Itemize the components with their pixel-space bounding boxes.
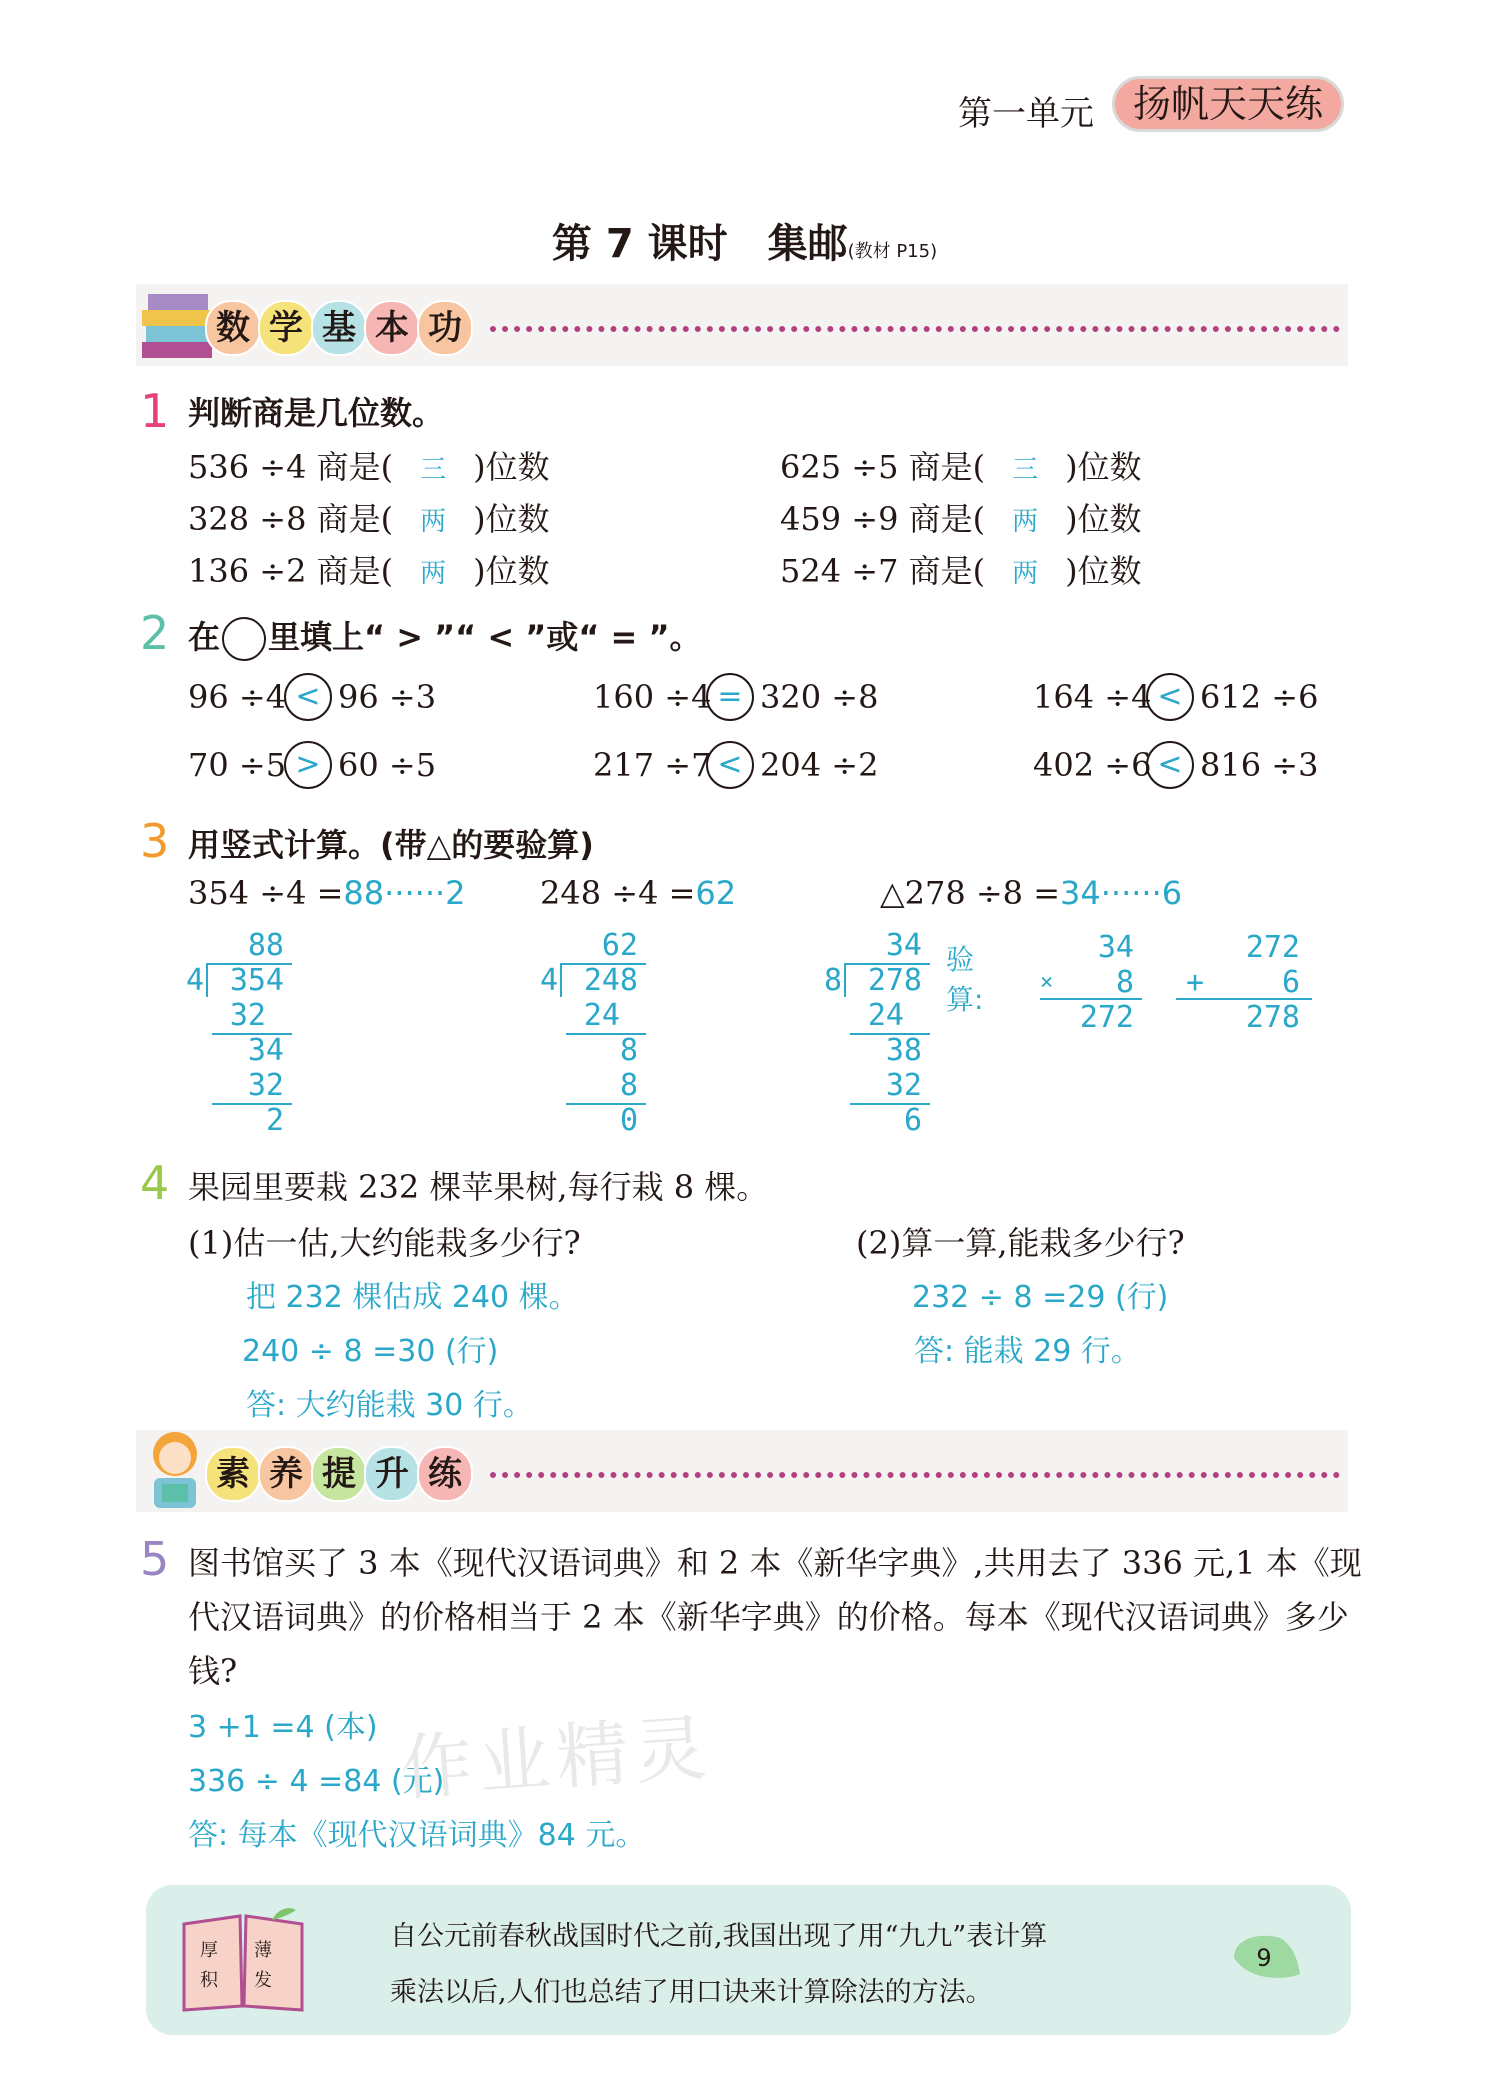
q3-problem bbox=[188, 874, 466, 912]
subtrahend: 8 bbox=[619, 1068, 638, 1103]
compare-circle[interactable]: < bbox=[284, 673, 332, 721]
quotient: 34 bbox=[885, 928, 922, 963]
rule-line bbox=[850, 1103, 930, 1105]
subtrahend: 32 bbox=[247, 1068, 284, 1103]
division-bracket bbox=[206, 963, 208, 997]
q1-expr: 136 ÷2 商是( bbox=[188, 552, 394, 590]
q4-answer-line: 把 232 棵估成 240 棵。 bbox=[246, 1280, 579, 1315]
page-number: 9 bbox=[1256, 1944, 1272, 1972]
q1-answer: 三 bbox=[420, 455, 447, 485]
dividend: 248 bbox=[583, 963, 638, 998]
q2-left: 402 ÷6 bbox=[1033, 746, 1152, 784]
q2-left: 70 ÷5 bbox=[188, 746, 287, 784]
q1-answer: 两 bbox=[1012, 507, 1039, 537]
q3-expr: △278 ÷8 = bbox=[880, 874, 1061, 912]
q2-left: 164 ÷4 bbox=[1033, 678, 1152, 716]
division-bar bbox=[208, 963, 292, 965]
girl-reading-icon bbox=[140, 1424, 210, 1514]
long-division bbox=[824, 928, 944, 1148]
q1-expr: 459 ÷9 商是( bbox=[780, 500, 986, 538]
q1-item bbox=[780, 494, 1142, 540]
rule-line bbox=[1040, 998, 1142, 1000]
division-bar bbox=[846, 963, 930, 965]
q2-right: 320 ÷8 bbox=[760, 678, 879, 716]
tip-book-char: 发 bbox=[254, 1970, 272, 1991]
check-operand: 34 bbox=[1097, 930, 1134, 965]
q3-expr: 354 ÷4 = bbox=[188, 874, 344, 912]
q5-line: 代汉语词典》的价格相当于 2 本《新华字典》的价格。每本《现代汉语词典》多少 bbox=[188, 1598, 1349, 1636]
section1-char: 学 bbox=[258, 300, 314, 356]
q4-title: 果园里要栽 232 棵苹果树,每行栽 8 棵。 bbox=[188, 1168, 769, 1206]
tip-book-char: 薄 bbox=[254, 1940, 272, 1961]
lesson-title bbox=[0, 212, 1489, 269]
q3-problem bbox=[540, 874, 736, 912]
divisor: 4 bbox=[186, 963, 205, 998]
quotient: 62 bbox=[601, 928, 638, 963]
q2-left: 217 ÷7 bbox=[593, 746, 712, 784]
q4-sub2: (2)算一算,能栽多少行? bbox=[856, 1224, 1185, 1262]
q2-title-b: 里填上“ > ”“ < ”或“ = ”。 bbox=[268, 618, 702, 656]
open-book-icon bbox=[178, 1906, 308, 2018]
q4-answer-line: 答: 大约能栽 30 行。 bbox=[246, 1388, 533, 1423]
q1-item bbox=[780, 546, 1142, 592]
section2-char: 练 bbox=[417, 1446, 473, 1502]
q2-title-a: 在 bbox=[188, 618, 221, 656]
tip-box bbox=[146, 1885, 1351, 2035]
check-label: 验算: bbox=[946, 943, 984, 1016]
q1-tail: )位数 bbox=[1065, 448, 1142, 486]
q5-answer-line: 336 ÷ 4 =84 (元) bbox=[188, 1764, 445, 1799]
check-operand: 8 bbox=[1115, 965, 1134, 1000]
q2-right: 612 ÷6 bbox=[1200, 678, 1319, 716]
q4-answer-line: 答: 能栽 29 行。 bbox=[914, 1334, 1141, 1369]
q1-tail: )位数 bbox=[1065, 552, 1142, 590]
q2-right: 60 ÷5 bbox=[338, 746, 437, 784]
q1-item bbox=[188, 442, 550, 488]
q4-sub1: (1)估一估,大约能栽多少行? bbox=[188, 1224, 581, 1262]
watermark: 作业精灵 bbox=[397, 1705, 715, 1811]
subtrahend: 24 bbox=[867, 998, 904, 1033]
remainder-step: 34 bbox=[247, 1033, 284, 1068]
q4-answer-line: 240 ÷ 8 =30 (行) bbox=[242, 1334, 499, 1369]
subtrahend: 32 bbox=[885, 1068, 922, 1103]
blank-circle-icon bbox=[222, 617, 266, 661]
divisor: 4 bbox=[540, 963, 559, 998]
remainder-step: 8 bbox=[619, 1033, 638, 1068]
q1-tail: )位数 bbox=[473, 500, 550, 538]
section2-char: 升 bbox=[364, 1446, 420, 1502]
q1-tail: )位数 bbox=[473, 448, 550, 486]
q5-answer-line: 3 +1 =4 (本) bbox=[188, 1710, 378, 1745]
q1-item bbox=[780, 442, 1142, 488]
q1-expr: 625 ÷5 商是( bbox=[780, 448, 986, 486]
check-result: 272 bbox=[1079, 1000, 1134, 1035]
q2-title bbox=[188, 612, 702, 661]
q5-answer-line: 答: 每本《现代汉语词典》84 元。 bbox=[188, 1818, 646, 1853]
q1-title: 判断商是几位数。 bbox=[188, 394, 445, 432]
q4-answer-line: 232 ÷ 8 =29 (行) bbox=[912, 1280, 1169, 1315]
tip-text: 乘法以后,人们也总结了用口诀来计算除法的方法。 bbox=[390, 1977, 993, 2008]
dividend: 278 bbox=[867, 963, 922, 998]
division-bracket bbox=[844, 963, 846, 997]
check-addition bbox=[1176, 930, 1312, 1040]
long-division bbox=[540, 928, 660, 1148]
q1-expr: 536 ÷4 商是( bbox=[188, 448, 394, 486]
section1-char: 数 bbox=[205, 300, 261, 356]
q2-right: 96 ÷3 bbox=[338, 678, 437, 716]
compare-circle[interactable]: = bbox=[706, 673, 754, 721]
q5-line: 图书馆买了 3 本《现代汉语词典》和 2 本《新华字典》,共用去了 336 元,1 本《现 bbox=[188, 1544, 1362, 1582]
quotient: 88 bbox=[247, 928, 284, 963]
tip-text: 自公元前春秋战国时代之前,我国出现了用“九九”表计算 bbox=[390, 1921, 1048, 1952]
q3-answer: 34······6 bbox=[1060, 874, 1183, 912]
section1-char: 基 bbox=[311, 300, 367, 356]
q1-item bbox=[188, 546, 550, 592]
dividend: 354 bbox=[229, 963, 284, 998]
q1-item bbox=[188, 494, 550, 540]
check-multiplication bbox=[1040, 930, 1140, 1040]
division-bar bbox=[562, 963, 646, 965]
check-operator: × bbox=[1040, 970, 1054, 995]
q2-left: 160 ÷4 bbox=[593, 678, 712, 716]
long-division bbox=[186, 928, 306, 1148]
q2-number: 2 bbox=[140, 606, 170, 660]
q2-left: 96 ÷4 bbox=[188, 678, 287, 716]
subtrahend: 24 bbox=[583, 998, 620, 1033]
section1-char: 功 bbox=[417, 300, 473, 356]
dotted-divider bbox=[490, 326, 1340, 332]
remainder: 6 bbox=[903, 1103, 922, 1138]
tip-book-char: 积 bbox=[200, 1970, 218, 1991]
unit-label: 第一单元 bbox=[958, 94, 1094, 134]
remainder-step: 38 bbox=[885, 1033, 922, 1068]
check-operator: + bbox=[1186, 965, 1205, 1000]
remainder: 0 bbox=[619, 1103, 638, 1138]
series-badge: 扬帆天天练 bbox=[1112, 76, 1344, 132]
q3-answer: 62 bbox=[695, 874, 737, 912]
q1-answer: 两 bbox=[420, 559, 447, 589]
q3-problem bbox=[880, 874, 1182, 912]
division-bracket bbox=[560, 963, 562, 997]
q1-expr: 524 ÷7 商是( bbox=[780, 552, 986, 590]
lesson-title-text: 第 7 课时 集邮 bbox=[551, 221, 848, 267]
rule-line bbox=[1176, 998, 1312, 1000]
q3-number: 3 bbox=[140, 814, 170, 868]
compare-circle[interactable]: < bbox=[706, 741, 754, 789]
q3-expr: 248 ÷4 = bbox=[540, 874, 696, 912]
q1-answer: 三 bbox=[1012, 455, 1039, 485]
divisor: 8 bbox=[824, 963, 843, 998]
dotted-divider bbox=[490, 1472, 1340, 1478]
q5-line: 钱? bbox=[188, 1652, 238, 1690]
check-operand: 6 bbox=[1281, 965, 1300, 1000]
q1-expr: 328 ÷8 商是( bbox=[188, 500, 394, 538]
q3-title: 用竖式计算。(带△的要验算) bbox=[188, 826, 594, 864]
compare-circle[interactable]: > bbox=[284, 741, 332, 789]
rule-line bbox=[850, 1033, 930, 1035]
q2-right: 204 ÷2 bbox=[760, 746, 879, 784]
rule-line bbox=[566, 1033, 646, 1035]
compare-circle[interactable]: < bbox=[1146, 673, 1194, 721]
rule-line bbox=[566, 1103, 646, 1105]
section2-char: 养 bbox=[258, 1446, 314, 1502]
lesson-ref: (教材 P15) bbox=[847, 241, 938, 262]
check-operand: 272 bbox=[1245, 930, 1300, 965]
rule-line bbox=[212, 1103, 292, 1105]
q1-number: 1 bbox=[140, 384, 170, 438]
q4-number: 4 bbox=[140, 1156, 170, 1210]
q1-answer: 两 bbox=[1012, 559, 1039, 589]
section1-char: 本 bbox=[364, 300, 420, 356]
remainder: 2 bbox=[265, 1103, 284, 1138]
section2-char: 素 bbox=[205, 1446, 261, 1502]
subtrahend: 32 bbox=[229, 998, 266, 1033]
q3-answer: 88······2 bbox=[343, 874, 466, 912]
q5-number: 5 bbox=[140, 1532, 170, 1586]
check-result: 278 bbox=[1245, 1000, 1300, 1035]
q1-tail: )位数 bbox=[473, 552, 550, 590]
compare-circle[interactable]: < bbox=[1146, 741, 1194, 789]
q1-tail: )位数 bbox=[1065, 500, 1142, 538]
tip-book-char: 厚 bbox=[200, 1940, 218, 1961]
rule-line bbox=[212, 1033, 292, 1035]
section2-char: 提 bbox=[311, 1446, 367, 1502]
q2-right: 816 ÷3 bbox=[1200, 746, 1319, 784]
q1-answer: 两 bbox=[420, 507, 447, 537]
